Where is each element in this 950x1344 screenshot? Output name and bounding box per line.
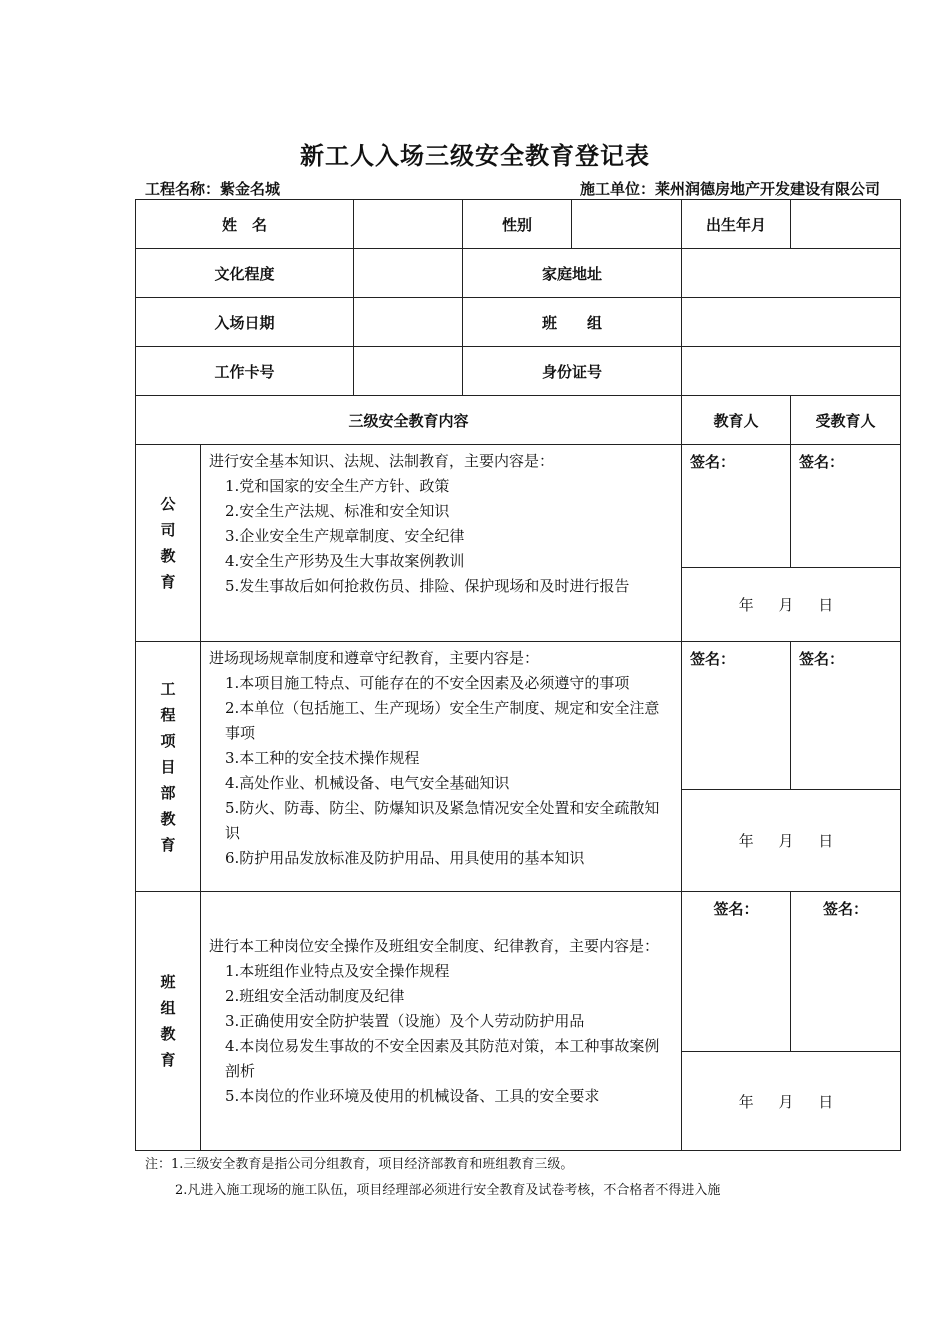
notes [145,1152,720,1204]
team-education-content: 进行本工种岗位安全操作及班组安全制度、纪律教育，主要内容是： 1.本班组作业特点及安全操作规程 2.班组安全活动制度及纪律 3.正确使用安全防护装置（设施）及个人劳动防护用品 4.本岗位易发生事故的不安全因素及其防范对策，本工种事故案例剖析 5.本岗位的作业环境及使用的机械设备、工具的安全要求 [201,892,682,1151]
team-educatee-sign[interactable]: 签名： [791,892,901,1052]
project-education-label: 工 程 项 目 部 教 育 [136,642,201,892]
project-date[interactable]: 年 月 日 [682,790,901,892]
note-1: 注：1.三级安全教育是指公司分组教育，项目经济部教育和班组教育三级。 [145,1157,574,1172]
educator-header: 教育人 [682,396,791,445]
name-field[interactable] [354,200,463,249]
education-label: 文化程度 [136,249,354,298]
id-no-label: 身份证号 [463,347,682,396]
note-2: 2.凡进入施工现场的施工队伍，项目经理部必须进行安全教育及试卷考核，不合格者不得进入施 [175,1183,721,1198]
company-education-label: 公 司 教 育 [136,445,201,642]
construction-unit: 施工单位：莱州润德房地产开发建设有限公司 [579,180,880,198]
content-header: 三级安全教育内容 [136,396,682,445]
team-education-label: 班 组 教 育 [136,892,201,1151]
address-field[interactable] [682,249,901,298]
gender-field[interactable] [572,200,682,249]
entry-date-field[interactable] [354,298,463,347]
registration-table [135,199,901,1151]
gender-label: 性别 [463,200,572,249]
birth-field[interactable] [791,200,901,249]
project-educator-sign[interactable]: 签名： [682,642,791,790]
id-no-field[interactable] [682,347,901,396]
education-field[interactable] [354,249,463,298]
company-educator-sign[interactable]: 签名： [682,445,791,568]
entry-date-label: 入场日期 [136,298,354,347]
team-field[interactable] [682,298,901,347]
project-name: 工程名称：紫金名城 [145,180,281,198]
company-educatee-sign[interactable]: 签名： [791,445,901,568]
project-education-content: 进场现场规章制度和遵章守纪教育，主要内容是： 1.本项目施工特点、可能存在的不安全因素及必须遵守的事项 2.本单位（包括施工、生产现场）安全生产制度、规定和安全注意事项 3.本工种的安全技术操作规程 4.高处作业、机械设备、电气安全基础知识 5.防火、防毒、防尘、防爆知识及紧急情况安全处置和安全疏散知识 6.防护用品发放标准及防护用品、用具使用的基本知识 [201,642,682,892]
page-title: 新工人入场三级安全教育登记表 [300,142,650,170]
company-date[interactable]: 年 月 日 [682,568,901,642]
card-no-label: 工作卡号 [136,347,354,396]
team-educator-sign[interactable]: 签名： [682,892,791,1052]
company-education-content: 进行安全基本知识、法规、法制教育，主要内容是： 1.党和国家的安全生产方针、政策 2.安全生产法规、标准和安全知识 3.企业安全生产规章制度、安全纪律 4.安全生产形势及生大事故案例教训 5.发生事故后如何抢救伤员、排险、保护现场和及时进行报告 [201,445,682,642]
name-label: 姓 名 [136,200,354,249]
project-educatee-sign[interactable]: 签名： [791,642,901,790]
educatee-header: 受教育人 [791,396,901,445]
address-label: 家庭地址 [463,249,682,298]
team-date[interactable]: 年 月 日 [682,1052,901,1151]
team-label: 班 组 [463,298,682,347]
birth-label: 出生年月 [682,200,791,249]
card-no-field[interactable] [354,347,463,396]
